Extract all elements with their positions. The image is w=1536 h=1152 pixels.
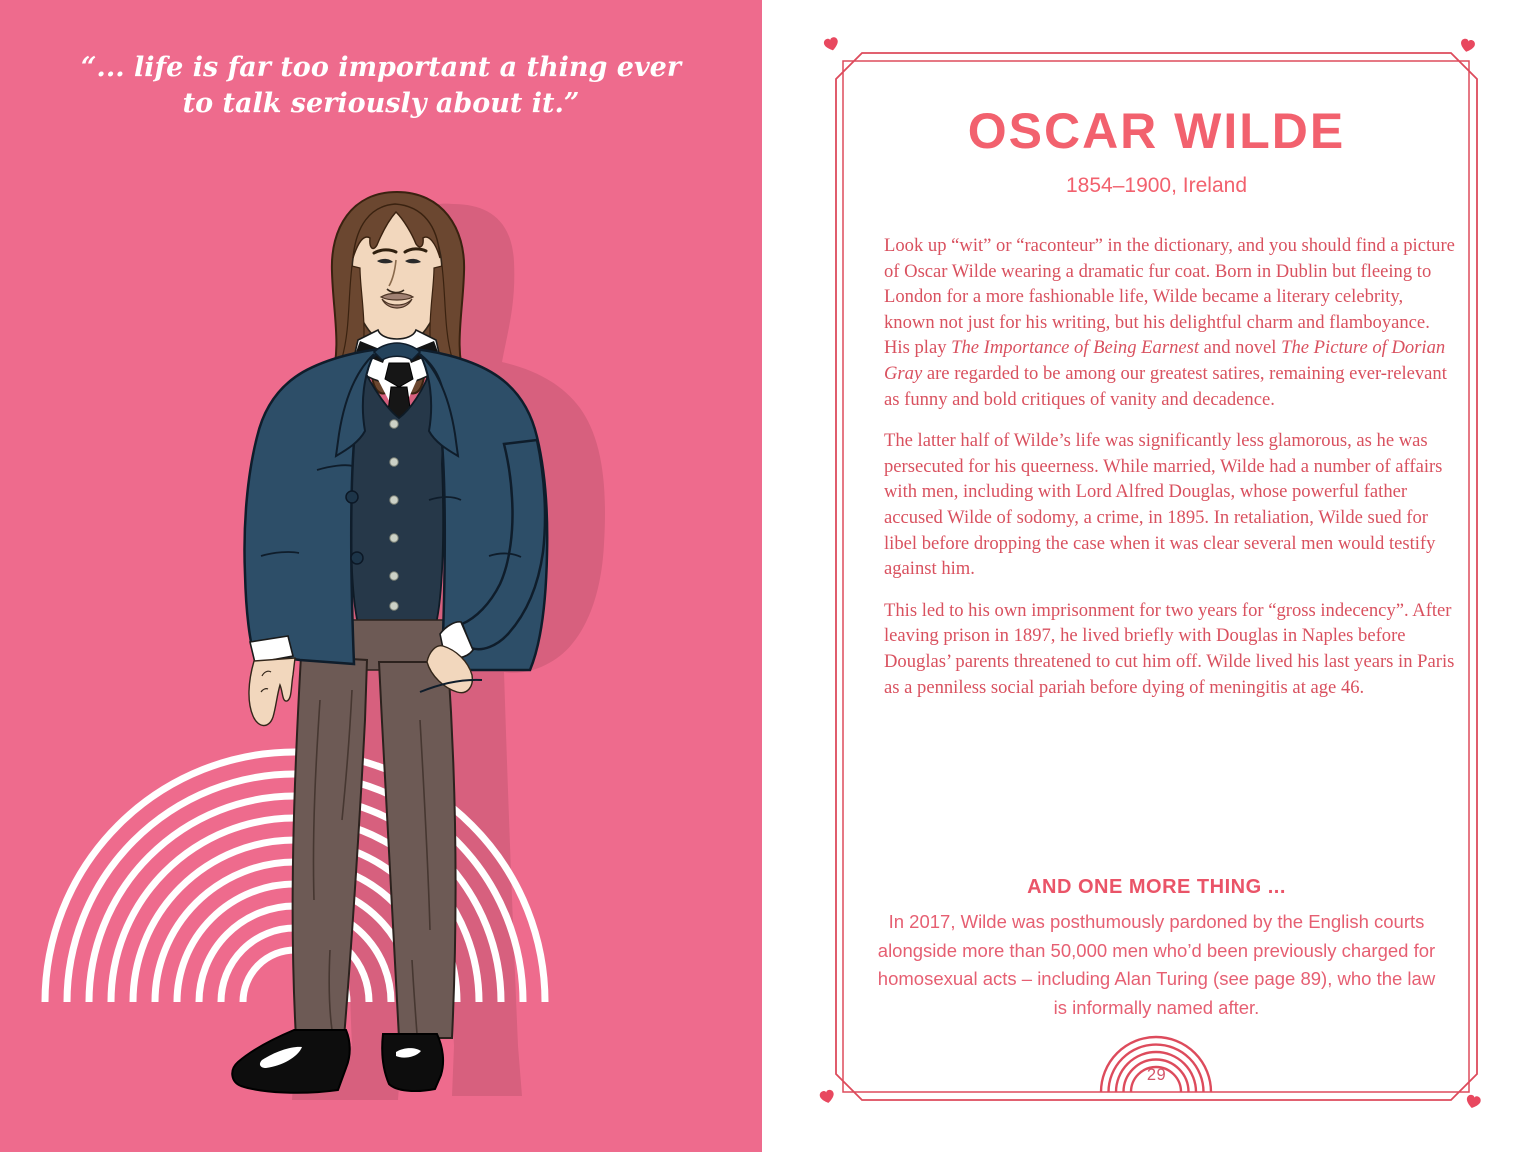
page-title: OSCAR WILDE <box>967 103 1346 159</box>
one-more-thing-line: homosexual acts – including Alan Turing (see page 89), who the law <box>877 968 1436 989</box>
bio-paragraph-2: The latter half of Wilde’s life was significantly less glamorous, as he was persecuted for his queerness. While married, Wilde had a number of affairs with men, including with Lord Alfred Douglas, whose powerful father accused Wilde of sodomy, a crime, in 1895. In retaliation, Wilde sued for libel before dropping the case when it was clear several men would testify against him. <box>884 430 1443 580</box>
right-page <box>762 0 1536 1152</box>
one-more-thing-section <box>836 876 1477 1022</box>
one-more-thing-line: alongside more than 50,000 men who’d been previously charged for <box>877 939 1436 961</box>
quote <box>0 50 762 122</box>
bio-paragraph-3: This led to his own imprisonment for two years for “gross indecency”. After leaving prison in 1897, he lived briefly with Douglas in Naples before Douglas’ parents threatened to cut him off. Wilde lived his last years in Paris as a penniless social pariah before dying of meningitis at age 46. <box>884 599 1455 698</box>
one-more-thing-line: is informally named after. <box>1053 996 1260 1018</box>
bio-paragraph-1 <box>884 233 1456 412</box>
book-title-italic: The Importance of Being Earnest <box>951 337 1200 359</box>
biography <box>884 233 1456 716</box>
one-more-thing-heading: AND ONE MORE THING ... <box>1027 876 1286 898</box>
book-title-italic: The Picture of Dorian Gray <box>884 337 1446 384</box>
bio-text: and novel <box>1199 337 1282 359</box>
page-number: 29 <box>1146 1066 1167 1084</box>
quote-line-2: to talk seriously about it.” <box>182 88 580 119</box>
lifespan-dates: 1854–1900, Ireland <box>1066 174 1247 197</box>
bio-text: are regarded to be among our greatest satires, remaining ever-relevant as funny and bold critiques of vanity and decadence. <box>884 362 1447 410</box>
left-page <box>0 0 762 1152</box>
oscar-wilde-illustration <box>0 0 762 1152</box>
bio-text: Look up “wit” or “raconteur” in the dictionary, and you should find a picture of Oscar Wilde wearing a dramatic fur coat. Born in Dublin but fleeing to London for a more fashionable life, Wilde became a literary celebrity, known not just for his writing, but his delightful charm and flamboyance. His play <box>884 235 1455 359</box>
one-more-thing-line: In 2017, Wilde was posthumously pardoned by the English courts <box>888 911 1425 932</box>
quote-line-1: “... life is far too important a thing ever <box>80 52 682 83</box>
